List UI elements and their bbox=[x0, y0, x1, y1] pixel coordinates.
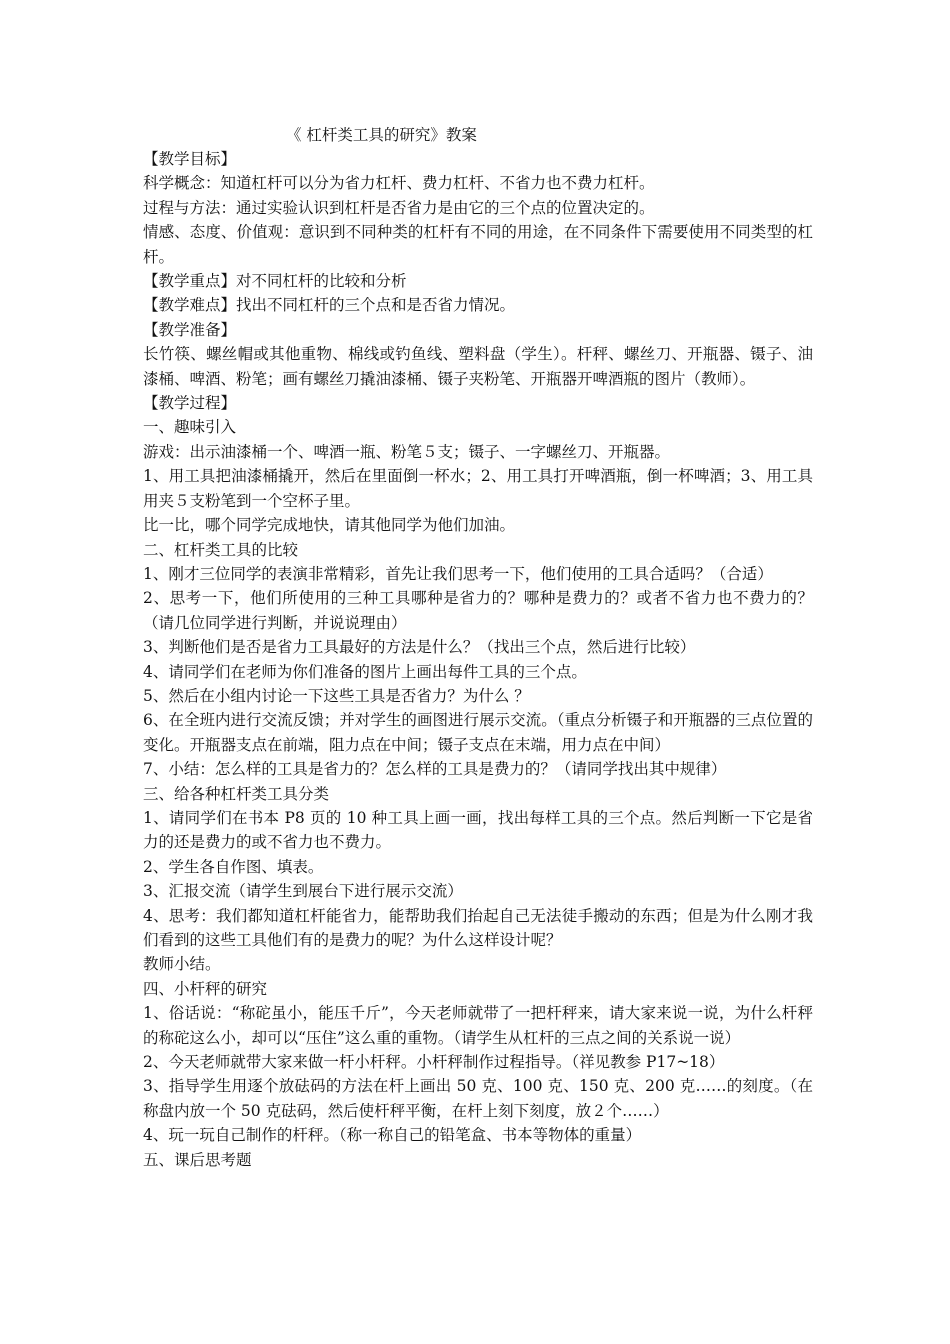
paragraph: 2、今天老师就带大家来做一杆小杆秤。小杆秤制作过程指导。（祥见教参 P17~18） bbox=[143, 1053, 725, 1072]
section-heading: 一、趣味引入 bbox=[143, 418, 237, 437]
paragraph: 1、请同学们在书本 P8 页的 10 种工具上画一画，找出每样工具的三个点。然后判断一下它是省力的还是费力的或不省力也不费力。 bbox=[143, 808, 813, 852]
paragraph: 2、思考一下，他们所使用的三种工具哪种是省力的？哪种是费力的？或者不省力也不费力的？（请几位同学进行判断，并说说理由） bbox=[143, 589, 813, 632]
document-body bbox=[143, 147, 813, 1172]
document-page bbox=[143, 123, 813, 1172]
section-heading: 五、课后思考题 bbox=[143, 1150, 252, 1169]
paragraph: 教师小结。 bbox=[143, 955, 221, 974]
paragraph: 【教学重点】对不同杠杆的比较和分析 bbox=[143, 272, 407, 291]
document-title: 《 杠杆类工具的研究》教案 bbox=[286, 126, 477, 144]
paragraph: 过程与方法：通过实验认识到杠杆是否省力是由它的三个点的位置决定的。 bbox=[143, 198, 655, 217]
paragraph: 4、思考：我们都知道杠杆能省力，能帮助我们抬起自己无法徒手搬动的东西；但是为什么刚才我们看到的这些工具他们有的是费力的呢？为什么这样设计呢？ bbox=[143, 906, 813, 949]
paragraph: 情感、态度、价值观：意识到不同种类的杠杆有不同的用途，在不同条件下需要使用不同类型的杠杆。 bbox=[143, 223, 813, 266]
paragraph: 3、判断他们是否是省力工具最好的方法是什么？（找出三个点，然后进行比较） bbox=[143, 638, 696, 657]
paragraph: 1、刚才三位同学的表演非常精彩，首先让我们思考一下，他们使用的工具合适吗？（合适） bbox=[143, 564, 773, 583]
paragraph: 3、指导学生用逐个放砝码的方法在杆上画出 50 克、100 克、150 克、200 克……的刻度。（在称盘内放一个 50 克砝码，然后使杆秤平衡，在杆上刻下刻度，放２个……） bbox=[143, 1077, 813, 1120]
paragraph: 科学概念：知道杠杆可以分为省力杠杆、费力杠杆、不省力也不费力杠杆。 bbox=[143, 174, 655, 193]
paragraph: 【教学难点】找出不同杠杆的三个点和是否省力情况。 bbox=[143, 296, 516, 315]
section-heading-preparation: 【教学准备】 bbox=[143, 320, 237, 339]
section-heading: 二、杠杆类工具的比较 bbox=[143, 540, 299, 559]
paragraph: 1、俗话说：“称砣虽小，能压千斤”，今天老师就带了一把杆秤来，请大家来说一说，为什么杆秤的称砣这么小，却可以“压住”这么重的重物。（请学生从杠杆的三点之间的关系说一说） bbox=[143, 1004, 813, 1047]
paragraph: 游戏：出示油漆桶一个、啤酒一瓶、粉笔５支；镊子、一字螺丝刀、开瓶器。 bbox=[143, 442, 671, 461]
section-heading: 四、小杆秤的研究 bbox=[143, 979, 268, 998]
paragraph: 1、用工具把油漆桶撬开，然后在里面倒一杯水；2、用工具打开啤酒瓶，倒一杯啤酒；3、用工具用夹５支粉笔到一个空杯子里。 bbox=[143, 467, 813, 510]
paragraph: 6、在全班内进行交流反馈；并对学生的画图进行展示交流。（重点分析镊子和开瓶器的三点位置的变化。开瓶器支点在前端，阻力点在中间；镊子支点在末端，用力点在中间） bbox=[143, 711, 813, 754]
paragraph: 比一比，哪个同学完成地快，请其他同学为他们加油。 bbox=[143, 516, 516, 535]
section-heading: 三、给各种杠杆类工具分类 bbox=[143, 784, 330, 803]
paragraph: 5、然后在小组内讨论一下这些工具是否省力？为什么 ？ bbox=[143, 686, 530, 705]
paragraph: 7、小结：怎么样的工具是省力的？怎么样的工具是费力的？（请同学找出其中规律） bbox=[143, 760, 727, 779]
paragraph: 4、请同学们在老师为你们准备的图片上画出每件工具的三个点。 bbox=[143, 662, 587, 681]
paragraph: 2、学生各自作图、填表。 bbox=[143, 857, 324, 876]
section-heading-process: 【教学过程】 bbox=[143, 394, 237, 413]
section-heading-objectives: 【教学目标】 bbox=[143, 150, 237, 168]
paragraph: 长竹筷、螺丝帽或其他重物、棉线或钓鱼线、塑料盘（学生）。杆秤、螺丝刀、开瓶器、镊子、油漆桶、啤酒、粉笔；画有螺丝刀撬油漆桶、镊子夹粉笔、开瓶器开啤酒瓶的图片（教师）。 bbox=[143, 345, 813, 388]
paragraph: 4、玩一玩自己制作的杆秤。（称一称自己的铅笔盒、书本等物体的重量） bbox=[143, 1126, 642, 1145]
paragraph: 3、汇报交流（请学生到展台下进行展示交流） bbox=[143, 882, 463, 901]
